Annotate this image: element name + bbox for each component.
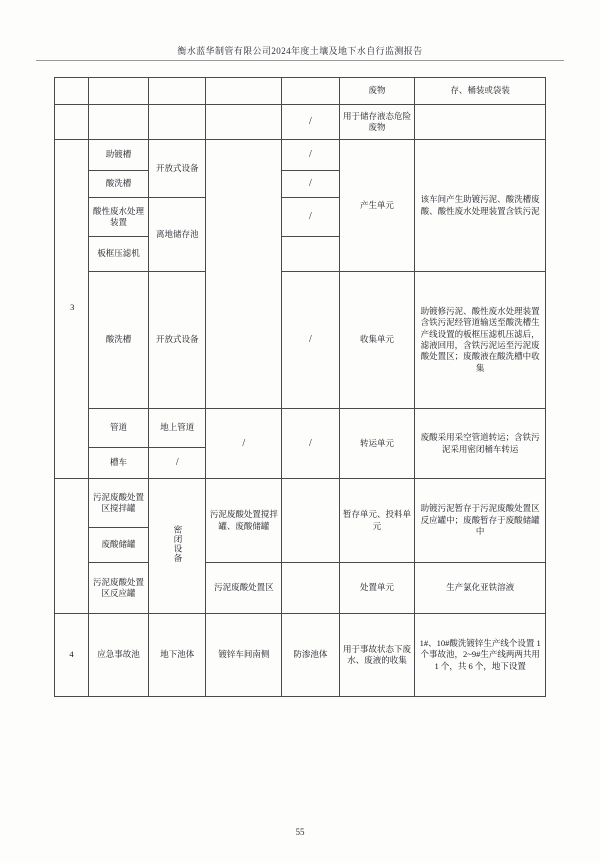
cell-remark: 存、桶装或袋装 — [415, 78, 546, 105]
cell-function: 用于储存液态危险废物 — [339, 105, 415, 140]
cell-location: 镀锌车间南侧 — [206, 614, 282, 697]
cell-function: 废物 — [339, 78, 415, 105]
cell-unit-name — [88, 105, 148, 140]
document-header-title: 衡水蓝华制管有限公司2024年度土壤及地下水自行监测报告 — [177, 46, 423, 56]
cell-remark: 该车间产生助镀污泥、酸洗槽废酸、酸性废水处理装置含铁污泥 — [415, 140, 546, 272]
cell-remark — [415, 105, 546, 140]
cell-unit-name: 酸洗槽 — [88, 171, 148, 198]
cell-unit-name — [88, 78, 148, 105]
cell-structure: 开放式设备 — [149, 140, 206, 198]
table-row — [55, 479, 546, 528]
cell-unit-name: 助镀槽 — [88, 140, 148, 171]
cell-measure: / — [282, 171, 339, 198]
cell-measure — [282, 563, 339, 614]
header-divider — [36, 60, 564, 61]
cell-structure: 离地储存池 — [149, 198, 206, 272]
cell-unit-name: 板框压滤机 — [88, 237, 148, 272]
cell-structure — [149, 479, 206, 614]
cell-index-empty — [55, 479, 89, 614]
cell-unit-name: 管道 — [88, 409, 148, 448]
cell-index: 4 — [55, 614, 89, 697]
table-row — [55, 105, 546, 140]
cell-structure: 地下池体 — [149, 614, 206, 697]
cell-index-3 — [55, 140, 89, 479]
cell-index — [55, 78, 89, 105]
cell-location — [206, 78, 282, 105]
cell-measure: / — [282, 198, 339, 237]
cell-function: 转运单元 — [339, 409, 415, 479]
cell-structure: 地上管道 — [149, 409, 206, 448]
cell-location: 污泥废酸处置区 — [206, 563, 282, 614]
cell-function: 用于事故状态下废水、废液的收集 — [339, 614, 415, 697]
cell-remark: 1#、10#酸洗镀锌生产线个设置 1 个事故池，2~9#生产线两两共用 1 个，共 6 个，地下设置 — [415, 614, 546, 697]
table-row — [55, 272, 546, 409]
cell-index — [55, 105, 89, 140]
cell-structure-label: 密闭设备 — [172, 525, 183, 564]
cell-measure: / — [282, 105, 339, 140]
cell-location — [206, 140, 282, 409]
cell-measure: / — [282, 409, 339, 479]
cell-structure — [149, 105, 206, 140]
cell-location — [206, 105, 282, 140]
table-row — [55, 409, 546, 448]
cell-location: / — [206, 409, 282, 479]
cell-function: 产生单元 — [339, 140, 415, 272]
page-number: 55 — [295, 827, 305, 837]
cell-unit-name: 应急事故池 — [88, 614, 148, 697]
cell-structure: / — [149, 448, 206, 479]
page-content — [36, 22, 564, 822]
cell-unit-name: 污泥废酸处置区搅拌罐 — [88, 479, 148, 528]
cell-measure — [282, 237, 339, 272]
table-row — [55, 614, 546, 697]
cell-unit-name: 槽车 — [88, 448, 148, 479]
cell-structure — [149, 78, 206, 105]
table-row — [55, 78, 546, 105]
cell-measure: / — [282, 272, 339, 409]
cell-unit-name: 酸性废水处理装置 — [88, 198, 148, 237]
table-row — [55, 563, 546, 614]
cell-measure: / — [282, 140, 339, 171]
cell-unit-name: 酸洗槽 — [88, 272, 148, 409]
cell-index-3-label: 3 — [67, 301, 78, 313]
cell-remark: 助镀污泥暂存于污泥废酸处置区反应罐中；废酸暂存于废酸储罐中 — [415, 479, 546, 563]
cell-measure: 防渗池体 — [282, 614, 339, 697]
cell-function: 收集单元 — [339, 272, 415, 409]
cell-unit-name: 污泥废酸处置区反应罐 — [88, 563, 148, 614]
cell-measure — [282, 479, 339, 563]
cell-remark: 生产氯化亚铁溶液 — [415, 563, 546, 614]
cell-function: 暂存单元、投料单元 — [339, 479, 415, 563]
cell-measure — [282, 78, 339, 105]
cell-remark: 助镀修污泥、酸性废水处理装置含铁污泥经管道输送至酸洗槽生产线设置的板框压滤机压滤后，滤液回用，含铁污泥运至污泥废酸处置区；废酸液在酸洗槽中收集 — [415, 272, 546, 409]
cell-unit-name: 废酸储罐 — [88, 528, 148, 563]
cell-function: 处置单元 — [339, 563, 415, 614]
cell-location: 污泥废酸处置搅拌罐、废酸储罐 — [206, 479, 282, 563]
cell-structure: 开放式设备 — [149, 272, 206, 409]
cell-remark: 废酸采用采空管道转运；含铁污泥采用密闭桶车转运 — [415, 409, 546, 479]
hazardous-waste-table — [54, 77, 546, 697]
table-row — [55, 140, 546, 171]
